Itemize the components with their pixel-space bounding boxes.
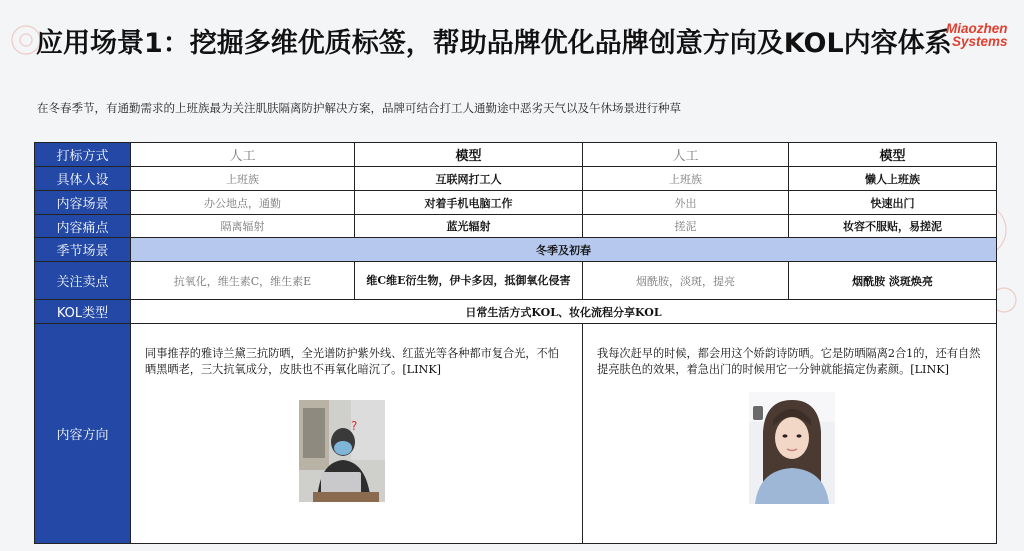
kol-type-cell: 日常生活方式KOL、妆化流程分享KOL bbox=[131, 300, 997, 324]
table-row bbox=[35, 191, 997, 215]
table-cell: 快速出门 bbox=[789, 191, 997, 215]
brand-logo bbox=[946, 22, 1016, 48]
table-row bbox=[35, 324, 997, 544]
table-cell: 模型 bbox=[355, 143, 583, 167]
row-label: 内容场景 bbox=[35, 191, 131, 215]
row-label: 打标方式 bbox=[35, 143, 131, 167]
table-cell: 维C维E衍生物，伊卡多因，抵御氧化侵害 bbox=[355, 262, 583, 300]
row-label: 具体人设 bbox=[35, 167, 131, 191]
table-row bbox=[35, 300, 997, 324]
table-cell: 烟酰胺，淡斑，提亮 bbox=[583, 262, 789, 300]
table-cell: 人工 bbox=[131, 143, 355, 167]
logo-line-1: Miaozhen bbox=[946, 21, 1008, 36]
table-cell: 上班族 bbox=[583, 167, 789, 191]
office-worker-photo bbox=[299, 400, 385, 502]
direction-text-right: 我每次赶早的时候，都会用这个娇韵诗防晒。它是防晒隔离2合1的，还有自然提亮肤色的效果，着急出门的时候用它一分钟就能搞定伪素颜。[LINK] bbox=[597, 347, 981, 376]
content-direction-left bbox=[131, 324, 583, 544]
table-cell: 对着手机电脑工作 bbox=[355, 191, 583, 215]
season-cell: 冬季及初春 bbox=[131, 238, 997, 262]
svg-text:?: ? bbox=[351, 419, 358, 433]
table-cell: 人工 bbox=[583, 143, 789, 167]
table-cell: 蓝光辐射 bbox=[355, 215, 583, 238]
row-label: 关注卖点 bbox=[35, 262, 131, 300]
table-cell: 办公地点，通勤 bbox=[131, 191, 355, 215]
table-cell: 搓泥 bbox=[583, 215, 789, 238]
page-title: 应用场景1：挖掘多维优质标签，帮助品牌优化品牌创意方向及KOL内容体系 bbox=[36, 28, 952, 59]
table-row bbox=[35, 262, 997, 300]
row-label: 内容痛点 bbox=[35, 215, 131, 238]
logo-line-2: Systems bbox=[952, 34, 1008, 49]
table-cell: 模型 bbox=[789, 143, 997, 167]
direction-text-left: 同事推荐的雅诗兰黛三抗防晒，全光谱防护紫外线、红蓝光等各种都市复合光，不怕晒黑晒老，三大抗氧成分，皮肤也不再氧化暗沉了。[LINK] bbox=[145, 347, 559, 376]
page-subtitle: 在冬春季节，有通勤需求的上班族最为关注肌肤隔离防护解决方案，品牌可结合打工人通勤途中恶劣天气以及午休场景进行种草 bbox=[37, 101, 681, 115]
table-cell: 抗氧化，维生素C，维生素E bbox=[131, 262, 355, 300]
table-cell: 隔离辐射 bbox=[131, 215, 355, 238]
tagging-table bbox=[34, 142, 997, 544]
table-row bbox=[35, 167, 997, 191]
table-row bbox=[35, 143, 997, 167]
girl-portrait-photo bbox=[749, 392, 835, 504]
table-cell: 上班族 bbox=[131, 167, 355, 191]
table-cell: 妆容不服贴，易搓泥 bbox=[789, 215, 997, 238]
table-row bbox=[35, 238, 997, 262]
content-direction-right bbox=[583, 324, 997, 544]
row-label: 内容方向 bbox=[35, 324, 131, 544]
row-label: KOL类型 bbox=[35, 300, 131, 324]
row-label: 季节场景 bbox=[35, 238, 131, 262]
table-cell: 烟酰胺 淡斑焕亮 bbox=[789, 262, 997, 300]
table-cell: 懒人上班族 bbox=[789, 167, 997, 191]
table-cell: 外出 bbox=[583, 191, 789, 215]
table-row bbox=[35, 215, 997, 238]
table-cell: 互联网打工人 bbox=[355, 167, 583, 191]
